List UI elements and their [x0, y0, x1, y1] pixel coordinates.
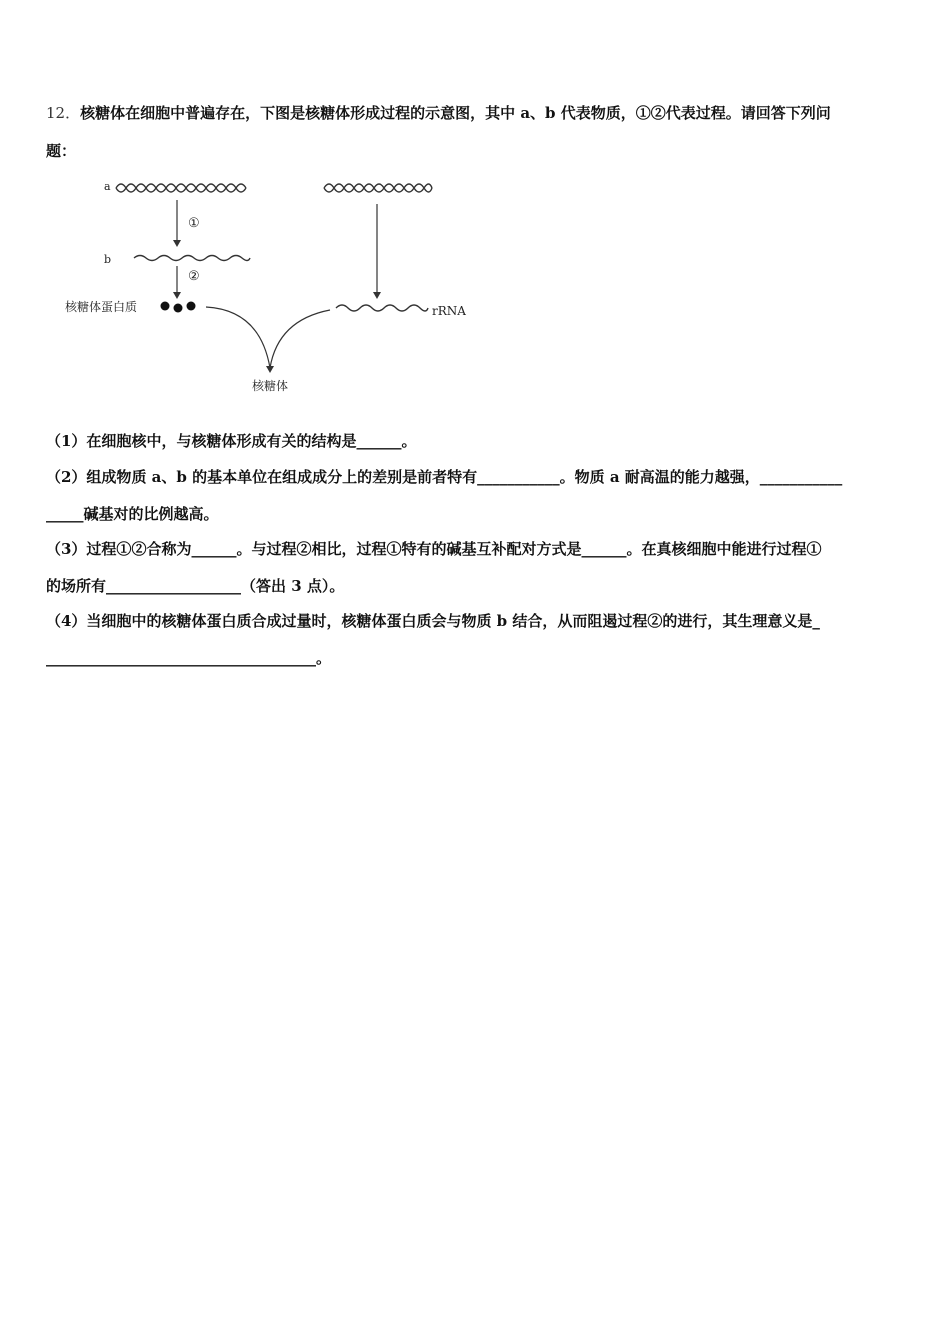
- label-step1: ①: [188, 216, 200, 231]
- arrow-step2-head: [173, 292, 181, 299]
- label-step2: ②: [188, 269, 200, 284]
- sub-question-3-line1: （3）过程①②合称为______。与过程②相比，过程①特有的碱基互补配对方式是______。在真核细胞中能进行过程①: [46, 540, 822, 558]
- curve-left: [206, 307, 270, 368]
- dna-right: [324, 184, 432, 192]
- arrow-transcription-rrna-head: [373, 292, 381, 299]
- sub-question-3-line2: 的场所有__________________（答出 3 点）。: [46, 577, 345, 595]
- mrna-b: [134, 256, 250, 261]
- sub-question-2-line2: _____碱基对的比例越高。: [46, 505, 219, 523]
- ribosome-formation-diagram: [60, 170, 480, 400]
- label-ribosomal-protein: 核糖体蛋白质: [65, 300, 138, 314]
- sub-question-2-line1: （2）组成物质 a、b 的基本单位在组成成分上的差别是前者特有___________。物质 a 耐高温的能力越强，___________: [46, 468, 843, 486]
- curve-right: [270, 310, 330, 368]
- dna-a-left: [116, 184, 246, 192]
- rrna-strand: [336, 305, 428, 311]
- question-stem-text: 核糖体在细胞中普遍存在，下图是核糖体形成过程的示意图，其中 a、b 代表物质，①②代表过程。请回答下列问: [80, 104, 831, 122]
- protein-dot: [187, 302, 196, 311]
- arrow-step1-head: [173, 240, 181, 247]
- sub-question-4-line2: ____________________________________。: [46, 649, 332, 667]
- label-a: a: [104, 180, 111, 193]
- question-number: 12．: [46, 104, 81, 122]
- sub-question-4-line1: （4）当细胞中的核糖体蛋白质合成过量时，核糖体蛋白质会与物质 b 结合，从而阻遏过程②的进行，其生理意义是_: [46, 612, 820, 630]
- sub-question-1: （1）在细胞核中，与核糖体形成有关的结构是______。: [46, 432, 417, 450]
- label-b: b: [104, 253, 112, 266]
- curve-arrow-head: [266, 366, 274, 373]
- label-ribosome: 核糖体: [252, 379, 289, 393]
- label-rrna: rRNA: [432, 304, 466, 318]
- question-stem-line1: [46, 102, 831, 123]
- protein-dot: [161, 302, 170, 311]
- protein-dot: [174, 304, 183, 313]
- question-stem-line2: 题：: [46, 142, 77, 160]
